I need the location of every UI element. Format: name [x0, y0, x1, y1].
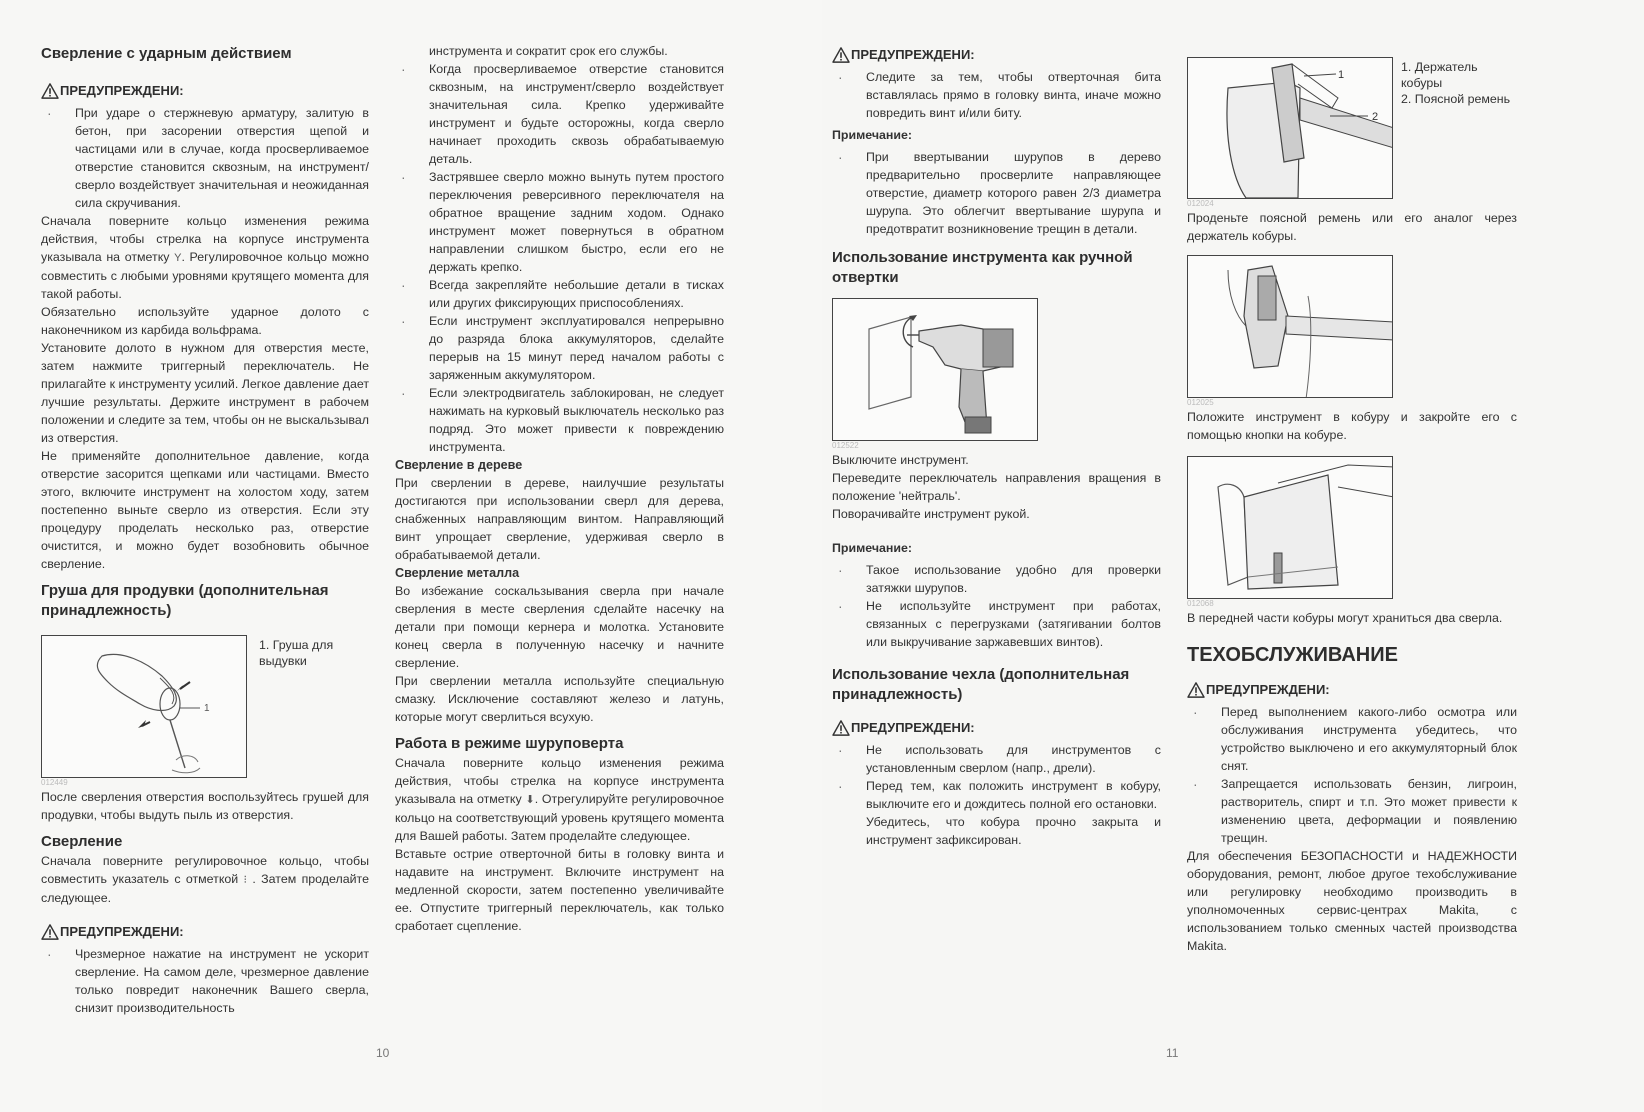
- tool-in-holster-drawing: [1188, 256, 1393, 398]
- legend-item: 1. Держатель кобуры: [1401, 60, 1478, 90]
- section-title-holster: Использование чехла (дополнительная принадлежность): [832, 666, 1130, 703]
- caution-list: [395, 60, 724, 456]
- list-item: · Запрещается использовать бензин, лигроин, растворитель, спирт и т.п. Это может привести к изменению цвета, деформации и появлению трещин.: [1187, 775, 1517, 847]
- list-item: · Если инструмент эксплуатировался непрерывно до разряда блока аккумуляторов, сделайте перерыв на 15 минут перед началом работы с заряженным аккумулятором.: [395, 312, 724, 384]
- belt-holder-drawing: [1188, 58, 1393, 199]
- paragraph: инструмента и сократит срок его службы.: [429, 44, 668, 58]
- list-item: · Перед тем, как положить инструмент в кобуру, выключите его и дождитесь полной его остановки.: [832, 777, 1161, 813]
- left-column-2: [395, 42, 724, 935]
- holster-front-drawing: [1188, 457, 1393, 599]
- holster-legend: [1401, 59, 1513, 199]
- warning-heading: ПРЕДУПРЕЖДЕНИ:: [41, 82, 369, 100]
- warning-list: [832, 68, 1161, 122]
- paragraph: Убедитесь, что кобура прочно закрыта и инструмент зафиксирован.: [866, 815, 1161, 847]
- blower-drawing: [42, 636, 247, 778]
- section-title-screwdriver-mode: Работа в режиме шуруповерта: [395, 735, 624, 752]
- list-item: · Чрезмерное нажатие на инструмент не ускорит сверление. На самом деле, чрезмерное давление только повредит наконечник Вашего сверла, снизит производительность: [41, 945, 369, 1017]
- paragraph: Обязательно используйте ударное долото с наконечником из карбида вольфрама.: [41, 305, 369, 337]
- warning-icon: [41, 83, 59, 99]
- warning-heading: ПРЕДУПРЕЖДЕНИ:: [832, 719, 1161, 737]
- manual-screwdriver-illustration: [832, 298, 1038, 441]
- section-title-blower: Груша для продувки (дополнительная принадлежность): [41, 582, 329, 619]
- left-column-1: [41, 44, 369, 1017]
- paragraph: Вставьте острие отверточной биты в головку винта и надавите на инструмент. Включите инструмент на медленной скорости, затем постепенно увеличивайте ее. Отпустите триггерный переключатель, как только сработает сцепление.: [395, 847, 724, 933]
- belt-holder-illustration: [1187, 57, 1393, 199]
- paragraph: Установите долото в нужном для отверстия месте, затем нажмите триггерный переключатель. Не прилагайте к инструменту усилий. Легкое давление дает лучшие результаты. Держите инструмент в рабочем положении и следите за тем, чтобы он не выскальзывал из отверстия.: [41, 341, 369, 445]
- warning-heading: ПРЕДУПРЕЖДЕНИ:: [832, 46, 1161, 64]
- blower-figure-block: [41, 635, 369, 778]
- paragraph: Во избежание соскальзывания сверла при начале сверления в месте сверления сделайте насечку на детали при помощи кернера и молотка. Установите конец сверла в полученную насечку и начните сверление.: [395, 584, 724, 670]
- section-title-wood: Сверление в дереве: [395, 458, 523, 472]
- list-item: · Не использовать для инструментов с установленным сверлом (напр., дрели).: [832, 741, 1161, 777]
- figure-code: 012522: [832, 441, 859, 450]
- figure-code: 012449: [41, 778, 68, 787]
- tool-in-holster-illustration: [1187, 255, 1393, 398]
- blower-legend: 1. Груша для выдувки: [259, 638, 334, 668]
- list-item: · Когда просверливаемое отверстие становится сквозным, на инструмент/сверло воздействует значительная сила. Крепко удерживайте инструмент и будьте осторожны, когда сверло начинает проходить сквозь обрабатываемую деталь.: [395, 60, 724, 168]
- warning-heading: ПРЕДУПРЕЖДЕНИ:: [41, 923, 369, 941]
- blower-callout: 1: [204, 703, 210, 714]
- paragraph: Поворачивайте инструмент рукой.: [832, 507, 1030, 521]
- figure-code: 012068: [1187, 599, 1214, 608]
- holster-front-illustration: [1187, 456, 1393, 599]
- figure-code: 012025: [1187, 398, 1214, 407]
- paragraph: При сверлении в дереве, наилучшие результаты достигаются при использовании сверл для дерева, снабженных направляющим винтом. Направляющий винт упрощает сверление, удерживая сверло в обрабатываемой детали.: [395, 476, 724, 562]
- callout-1: 1: [1338, 69, 1345, 81]
- page-number: 10: [376, 1046, 390, 1060]
- list-item: · Застрявшее сверло можно вынуть путем простого переключения реверсивного переключателя на обратное вращение задним ходом. Однако инструмент может повернуться в обратном направлении слишком быстро, если его не держать крепко.: [395, 168, 724, 276]
- warning-icon: [832, 720, 850, 736]
- section-title-metal: Сверление металла: [395, 566, 520, 580]
- warning-list: [41, 945, 369, 1017]
- drill-mode-symbol: ⁝: [243, 874, 248, 886]
- screw-mode-symbol: ⬇: [525, 794, 535, 806]
- caption: Проденьте поясной ремень или его аналог через держатель кобуры.: [1187, 211, 1517, 243]
- paragraph: При сверлении металла используйте специальную смазку. Исключение составляют железо и латунь, которые могут сверлиться всухую.: [395, 674, 724, 724]
- list-item: · При ударе о стержневую арматуру, залитую в бетон, при засорении отверстия щепой и частицами или в случае, когда просверливаемое отверстие становится сквозным, на инструмент/сверло воздействует значительная и неожиданная сила скручивания.: [41, 104, 369, 212]
- page-number: 11: [1166, 1046, 1179, 1060]
- paragraph: Выключите инструмент.: [832, 453, 969, 467]
- right-page: [822, 0, 1644, 1112]
- holster-figure-1-block: [1187, 57, 1517, 199]
- paragraph: Сначала поверните кольцо изменения режима действия, чтобы стрелка на корпусе инструмента указывала на отметку ⬇. Отрегулируйте регулировочное кольцо на соответствующий уровень крутящего момента для Вашей работы. Затем проделайте следующее.: [395, 756, 724, 843]
- warning-heading: ПРЕДУПРЕЖДЕНИ:: [1187, 681, 1517, 699]
- paragraph: Не применяйте дополнительное давление, когда отверстие засорится щепками или частицами. Вместо этого, включите инструмент на холостом ходу, затем постепенно выньте сверло из отверстия. Если эту процедуру проделать несколько раз, отверстие очистится, и можно будет возобновить обычное сверление.: [41, 449, 369, 571]
- section-title-impact-drilling: Сверление с ударным действием: [41, 45, 292, 62]
- impact-mode-symbol: Y: [174, 252, 182, 264]
- caption: В передней части кобуры могут храниться два сверла.: [1187, 611, 1503, 625]
- figure-code: 012024: [1187, 199, 1214, 208]
- note-list: [832, 561, 1161, 651]
- right-column-1: [832, 46, 1161, 849]
- warning-list: [41, 104, 369, 212]
- list-item: · Такое использование удобно для проверки затяжки шурупов.: [832, 561, 1161, 597]
- section-title-manual-screwdriver: Использование инструмента как ручной отвертки: [832, 249, 1133, 286]
- legend-item: 2. Поясной ремень: [1401, 92, 1511, 106]
- drill-drawing: [833, 299, 1038, 441]
- callout-2: 2: [1372, 111, 1379, 123]
- caption: Положите инструмент в кобуру и закройте его с помощью кнопки на кобуре.: [1187, 410, 1517, 442]
- section-title-maintenance: ТЕХОБСЛУЖИВАНИЕ: [1187, 644, 1398, 666]
- list-item: · Не используйте инструмент при работах, связанных с перегрузками (затягивании болтов или выкручивание заржавевших винтов).: [832, 597, 1161, 651]
- list-item: · При ввертывании шурупов в дерево предварительно просверлите направляющее отверстие, диаметр которого равен 2/3 диаметра шурупа. Это облегчит ввертывание шурупа и предотвратит возникновение трещин в детали.: [832, 148, 1161, 238]
- paragraph: После сверления отверстия воспользуйтесь грушей для продувки, чтобы выдуть пыль из отверстия.: [41, 790, 369, 822]
- list-item: · Перед выполнением какого-либо осмотра или обслуживания инструмента убедитесь, что устройство выключено и его аккумуляторный блок снят.: [1187, 703, 1517, 775]
- blower-illustration: [41, 635, 247, 778]
- warning-icon: [832, 47, 850, 63]
- paragraph: Сначала поверните кольцо изменения режима действия, чтобы стрелка на корпусе инструмента указывала на отметку Y. Регулировочное кольцо можно совместить с любыми уровнями крутящего момента для такой работы.: [41, 214, 369, 301]
- note-heading: Примечание:: [832, 128, 913, 142]
- list-item: · Всегда закрепляйте небольшие детали в тисках или других фиксирующих приспособлениях.: [395, 276, 724, 312]
- warning-list: [832, 741, 1161, 813]
- warning-icon: [1187, 682, 1205, 698]
- paragraph: Для обеспечения БЕЗОПАСНОСТИ и НАДЕЖНОСТИ оборудования, ремонт, любое другое техобслуживание или регулировку необходимо производить в уполномоченных сервис-центрах Makita, с использованием только сменных частей производства Makita.: [1187, 849, 1517, 953]
- paragraph: Сначала поверните регулировочное кольцо, чтобы совместить указатель с отметкой ⁝ . Затем проделайте следующее.: [41, 854, 369, 905]
- note-heading: Примечание:: [832, 541, 913, 555]
- paragraph: Переведите переключатель направления вращения в положение 'нейтраль'.: [832, 471, 1161, 503]
- warning-list: [1187, 703, 1517, 847]
- section-title-drilling: Сверление: [41, 833, 123, 850]
- right-column-2: [1187, 57, 1517, 955]
- list-item: · Если электродвигатель заблокирован, не следует нажимать на курковый выключатель несколько раз подряд. Это может привести к повреждению инструмента.: [395, 384, 724, 456]
- note-list: [832, 148, 1161, 238]
- list-item: · Следите за тем, чтобы отверточная бита вставлялась прямо в головку винта, иначе можно повредить винт и/или биту.: [832, 68, 1161, 122]
- warning-icon: [41, 924, 59, 940]
